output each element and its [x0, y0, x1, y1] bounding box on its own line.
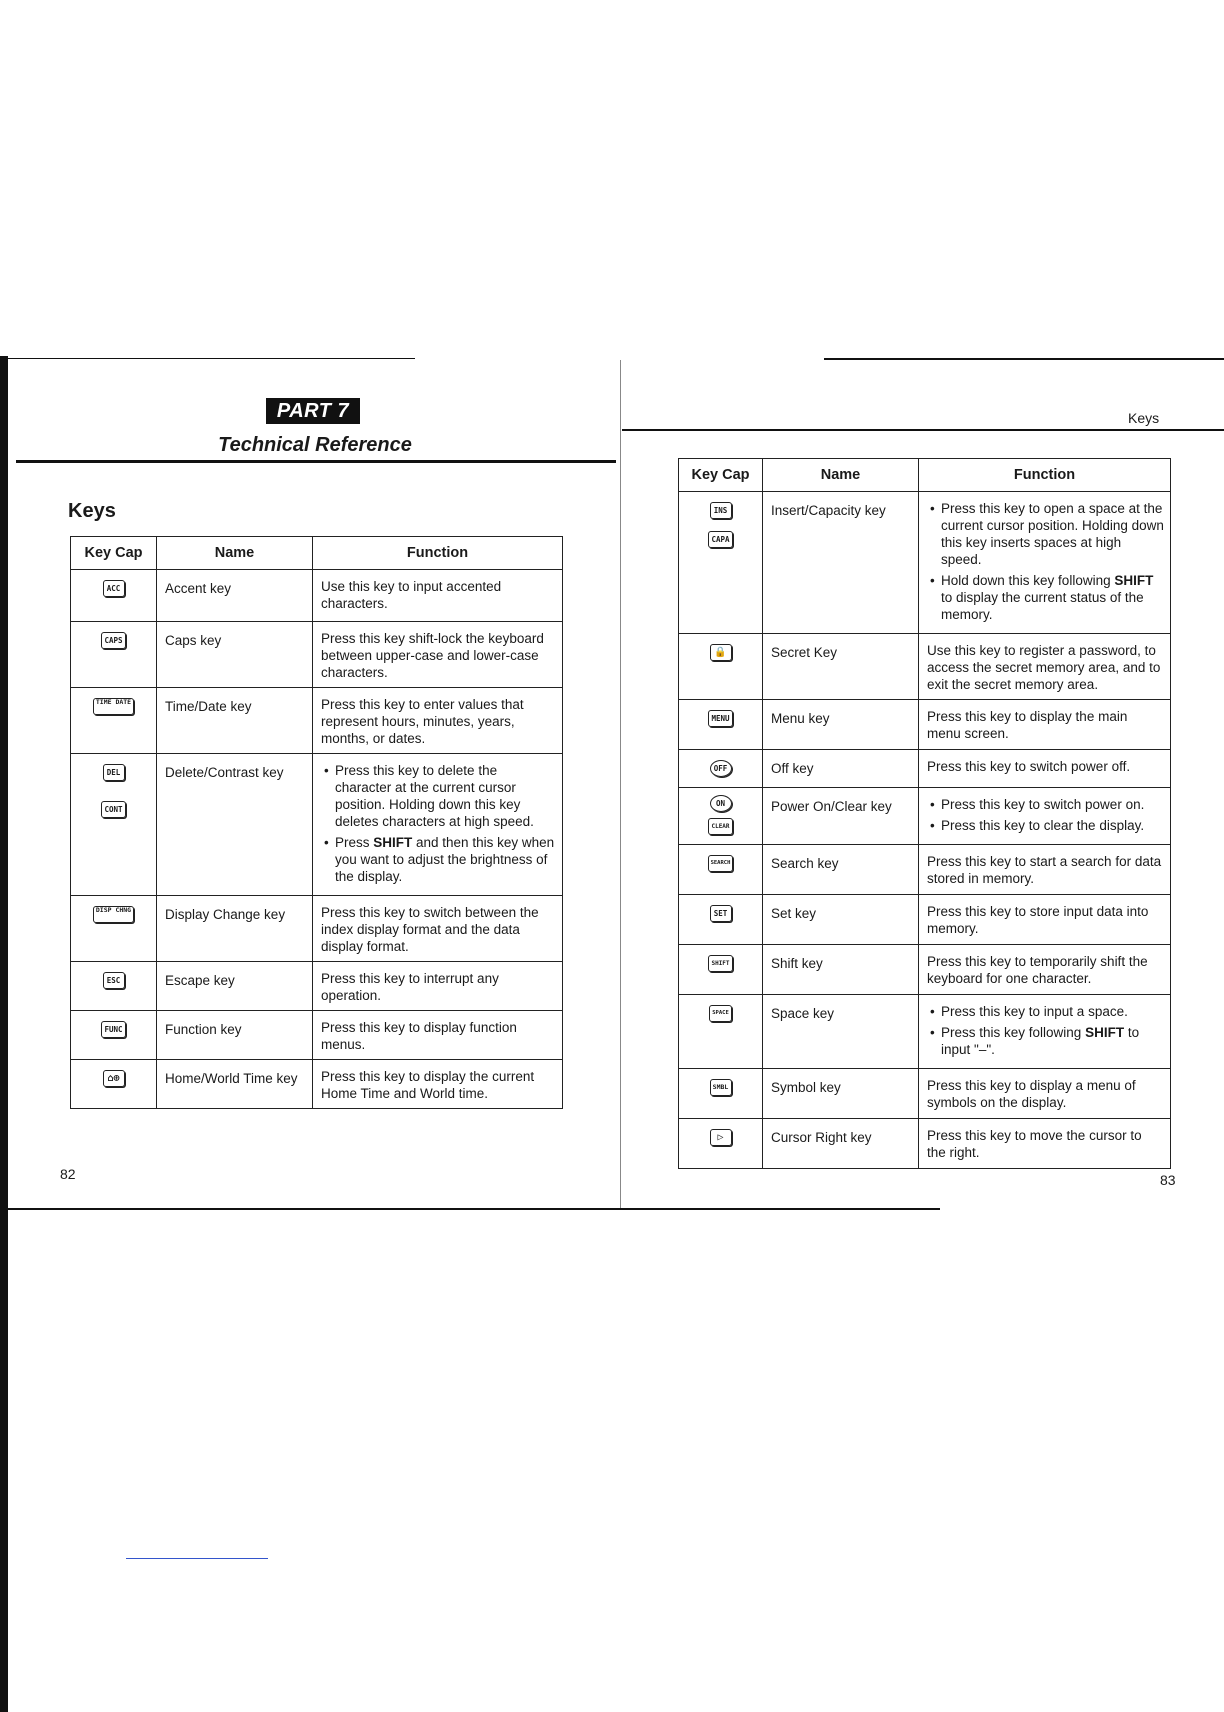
right-heading-rule	[622, 429, 1224, 431]
del-key-icon: DEL	[103, 764, 125, 781]
key-name: Shift key	[763, 945, 919, 995]
key-name: Space key	[763, 995, 919, 1069]
function-bullet: • Press this key to switch power on.	[941, 796, 1164, 813]
key-function: Press this key to display the main menu screen.	[919, 700, 1171, 750]
cursor-right-key-icon: ▷	[710, 1129, 732, 1146]
column-header: Function	[919, 459, 1171, 492]
part-badge: PART 7	[266, 398, 360, 424]
key-function: Press this key to interrupt any operation.	[313, 962, 563, 1011]
table-row	[679, 1119, 1171, 1169]
key-name: Display Change key	[157, 896, 313, 962]
page-gutter	[620, 360, 621, 1210]
key-function: Press this key to temporarily shift the keyboard for one character.	[919, 945, 1171, 995]
on-key-icon: ON	[710, 795, 732, 812]
table-row	[679, 845, 1171, 895]
key-function: Press this key to start a search for data stored in memory.	[919, 845, 1171, 895]
key-name: Cursor Right key	[763, 1119, 919, 1169]
table-row	[71, 622, 563, 688]
key-function: Use this key to register a password, to access the secret memory area, and to exit the secret memory area.	[919, 634, 1171, 700]
key-name: Secret Key	[763, 634, 919, 700]
table-row	[71, 962, 563, 1011]
key-name: Menu key	[763, 700, 919, 750]
table-row	[679, 788, 1171, 845]
function-bullet: • Hold down this key following SHIFT to display the current status of the memory.	[941, 572, 1164, 623]
key-function: Press this key to store input data into memory.	[919, 895, 1171, 945]
key-function: Use this key to input accented characters.	[313, 570, 563, 622]
column-header: Function	[313, 537, 563, 570]
key-function: Press this key to display function menus.	[313, 1011, 563, 1060]
key-function: Press this key to switch power off.	[919, 750, 1171, 788]
key-function	[313, 754, 563, 896]
keys-table-right	[678, 458, 1171, 1169]
table-row	[71, 1011, 563, 1060]
capa-key-icon: CAPA	[708, 531, 732, 548]
key-name: Accent key	[157, 570, 313, 622]
key-name: Escape key	[157, 962, 313, 1011]
key-name: Caps key	[157, 622, 313, 688]
ins-key-icon: INS	[710, 502, 732, 519]
function-bullet: • Press SHIFT and then this key when you want to adjust the brightness of the display.	[335, 834, 556, 885]
menu-key-icon: MENU	[708, 710, 732, 727]
shift-key-icon: SHIFT	[708, 955, 732, 972]
keys-table-left	[70, 536, 563, 1109]
table-row	[679, 995, 1171, 1069]
key-name: Delete/Contrast key	[157, 754, 313, 896]
secret-key-icon: 🔒	[710, 644, 732, 661]
caps-key-icon: CAPS	[101, 632, 125, 649]
table-row	[71, 754, 563, 896]
table-row	[679, 1069, 1171, 1119]
table-header-row	[679, 459, 1171, 492]
key-name: Set key	[763, 895, 919, 945]
key-function: Press this key to move the cursor to the right.	[919, 1119, 1171, 1169]
key-name: Home/World Time key	[157, 1060, 313, 1109]
key-function: Press this key to enter values that represent hours, minutes, years, months, or dates.	[313, 688, 563, 754]
left-top-rule	[0, 358, 415, 359]
home-world-time-key-icon: ⌂⊕	[103, 1070, 125, 1087]
cont-key-icon: CONT	[101, 801, 125, 818]
page-number-right: 83	[1160, 1172, 1176, 1188]
key-name: Insert/Capacity key	[763, 492, 919, 634]
function-bullet: • Press this key to delete the character at the current cursor position. Holding down this key deletes characters at high speed.	[335, 762, 556, 830]
column-header: Key Cap	[71, 537, 157, 570]
left-binding-edge	[0, 356, 8, 1712]
table-row	[71, 688, 563, 754]
page-number-left: 82	[60, 1166, 76, 1182]
table-row	[679, 895, 1171, 945]
key-function: Press this key to display a menu of symbols on the display.	[919, 1069, 1171, 1119]
right-top-rule	[824, 358, 1224, 360]
key-name: Search key	[763, 845, 919, 895]
set-key-icon: SET	[710, 905, 732, 922]
esc-key-icon: ESC	[103, 972, 125, 989]
key-function: Press this key shift-lock the keyboard between upper-case and lower-case characters.	[313, 622, 563, 688]
acc-key-icon: ACC	[103, 580, 125, 597]
left-heading-rule	[16, 460, 616, 463]
time-date-key-icon: TIME DATE	[93, 698, 134, 715]
key-name: Off key	[763, 750, 919, 788]
table-row	[679, 945, 1171, 995]
running-head: Keys	[1128, 410, 1160, 426]
table-header-row	[71, 537, 563, 570]
symbol-key-icon: SMBL	[710, 1079, 732, 1096]
section-title: Technical Reference	[218, 434, 412, 456]
footer-link-line	[126, 1558, 268, 1559]
key-name: Function key	[157, 1011, 313, 1060]
key-name: Power On/Clear key	[763, 788, 919, 845]
function-bullet: • Press this key to input a space.	[941, 1003, 1164, 1020]
function-bullet: • Press this key to clear the display.	[941, 817, 1164, 834]
function-bullet: • Press this key to open a space at the current cursor position. Holding down this key inserts spaces at high speed.	[941, 500, 1164, 568]
table-row	[71, 570, 563, 622]
key-function	[919, 492, 1171, 634]
column-header: Name	[763, 459, 919, 492]
key-function	[919, 995, 1171, 1069]
table-row	[679, 634, 1171, 700]
space-key-icon: SPACE	[709, 1005, 732, 1022]
off-key-icon: OFF	[710, 760, 732, 777]
key-function: Press this key to display the current Home Time and World time.	[313, 1060, 563, 1109]
page-heading: Keys	[68, 500, 116, 522]
key-function: Press this key to switch between the index display format and the data display format.	[313, 896, 563, 962]
table-row	[679, 492, 1171, 634]
search-key-icon: SEARCH	[708, 855, 734, 872]
table-row	[71, 1060, 563, 1109]
column-header: Key Cap	[679, 459, 763, 492]
disp-chng-key-icon: DISP CHNG	[93, 906, 134, 923]
key-function	[919, 788, 1171, 845]
column-header: Name	[157, 537, 313, 570]
table-row	[71, 896, 563, 962]
table-row	[679, 750, 1171, 788]
key-name: Symbol key	[763, 1069, 919, 1119]
func-key-icon: FUNC	[101, 1021, 125, 1038]
bottom-rule	[0, 1208, 940, 1210]
clear-key-icon: CLEAR	[708, 818, 732, 835]
function-bullet: • Press this key following SHIFT to input "–".	[941, 1024, 1164, 1058]
key-name: Time/Date key	[157, 688, 313, 754]
table-row	[679, 700, 1171, 750]
